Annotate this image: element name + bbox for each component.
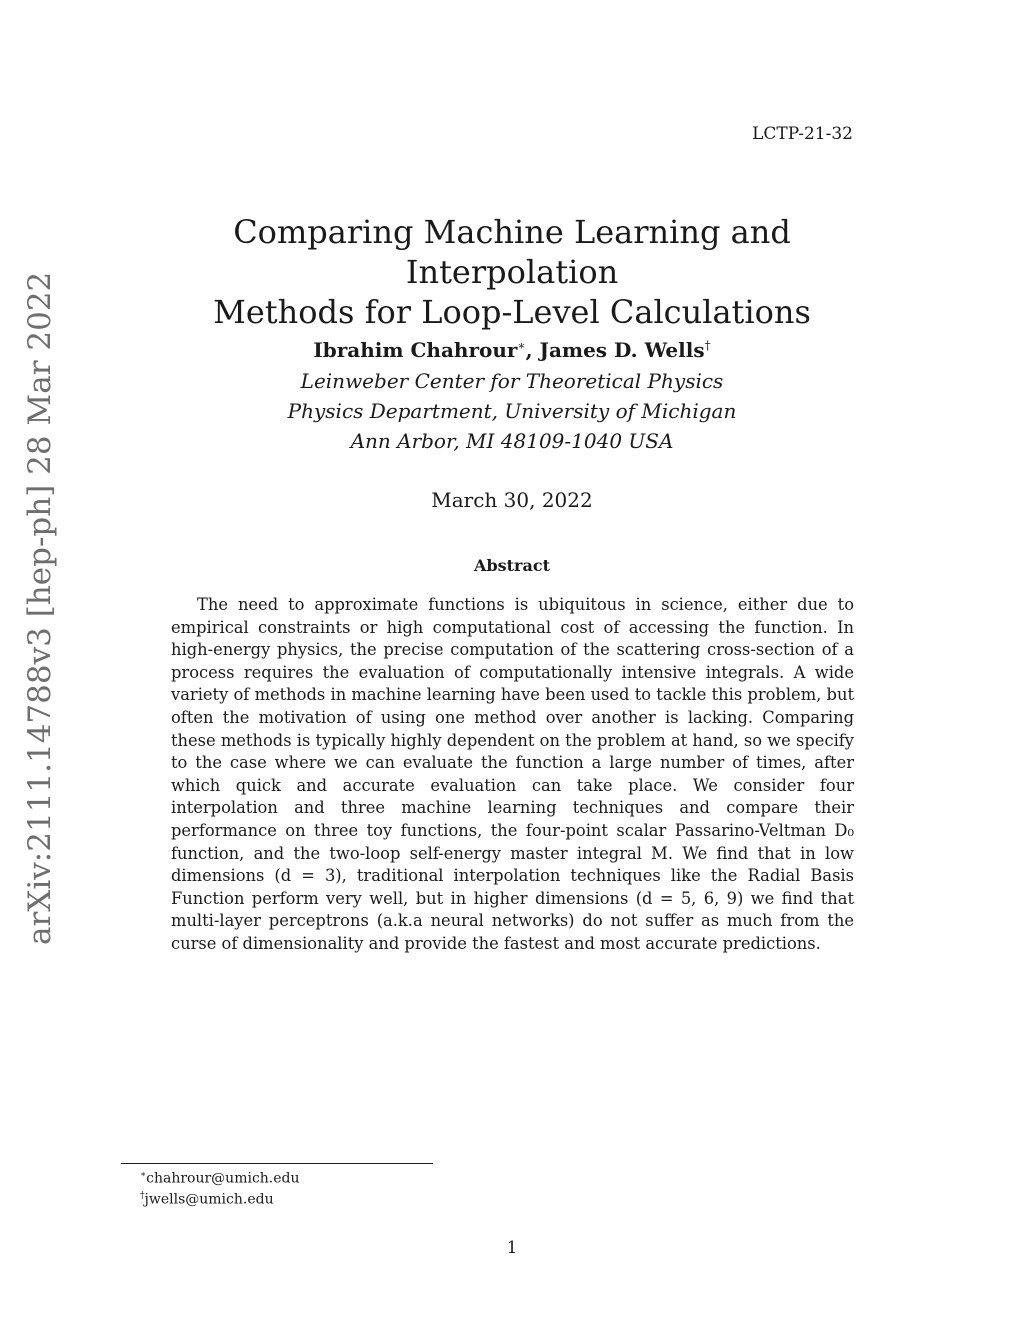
author-separator: , — [525, 338, 540, 362]
publication-date: March 30, 2022 — [431, 488, 593, 512]
footnote-email: chahrour@umich.edu — [146, 1170, 300, 1187]
footnote-marker: † — [704, 338, 711, 353]
footnote-marker: † — [140, 1191, 145, 1201]
report-number: LCTP-21-32 — [752, 124, 853, 144]
title-line-2: Methods for Loop-Level Calculations — [213, 293, 811, 331]
author-name: James D. Wells — [539, 338, 705, 362]
affiliation-line: Physics Department, University of Michigan — [287, 399, 737, 423]
abstract-body: The need to approximate functions is ubiquitous in science, either due to empirical constraints or high computational cost of accessing the function. In high-energy physics, the precise computation of the scattering cross-section of a process requires the evaluation of computationally intensive integrals. A wide variety of methods in machine learning have been used to tackle this problem, but often the motivation of using one method over another is lacking. Comparing these methods is typically highly dependent on the problem at hand, so we specify to the case where we can evaluate the function a large number of times, after which quick and accurate evaluation can take place. We consider four interpolation and three machine learning techniques and compare their performance on three toy functions, the four-point scalar Passarino-Veltman D₀ function, and the two-loop self-energy master integral M. We find that in low dimensions (d = 3), traditional interpolation techniques like the Radial Basis Function perform very well, but in higher dimensions (d = 5, 6, 9) we find that multi-layer perceptrons (a.k.a neural networks) do not suffer as much from the curse of dimensionality and provide the fastest and most accurate predictions. — [171, 595, 854, 953]
author-name: Ibrahim Chahrour — [313, 338, 518, 362]
paper-title — [150, 212, 874, 332]
footnote — [140, 1170, 300, 1187]
arxiv-identifier-stamp: arXiv:2111.14788v3 [hep-ph] 28 Mar 2022 — [22, 271, 58, 945]
footnote-email: jwells@umich.edu — [144, 1191, 274, 1208]
footnote-marker: ∗ — [140, 1170, 147, 1180]
abstract-heading: Abstract — [474, 556, 550, 575]
title-line-1: Comparing Machine Learning and Interpolation — [233, 213, 791, 291]
footnote — [140, 1191, 274, 1208]
footnote-marker: ∗ — [517, 338, 526, 353]
affiliation-line: Ann Arbor, MI 48109-1040 USA — [350, 429, 674, 453]
footnote-divider — [121, 1163, 433, 1164]
affiliation-line: Leinweber Center for Theoretical Physics — [300, 369, 724, 393]
page-number: 1 — [506, 1238, 518, 1258]
author-list — [150, 338, 874, 362]
